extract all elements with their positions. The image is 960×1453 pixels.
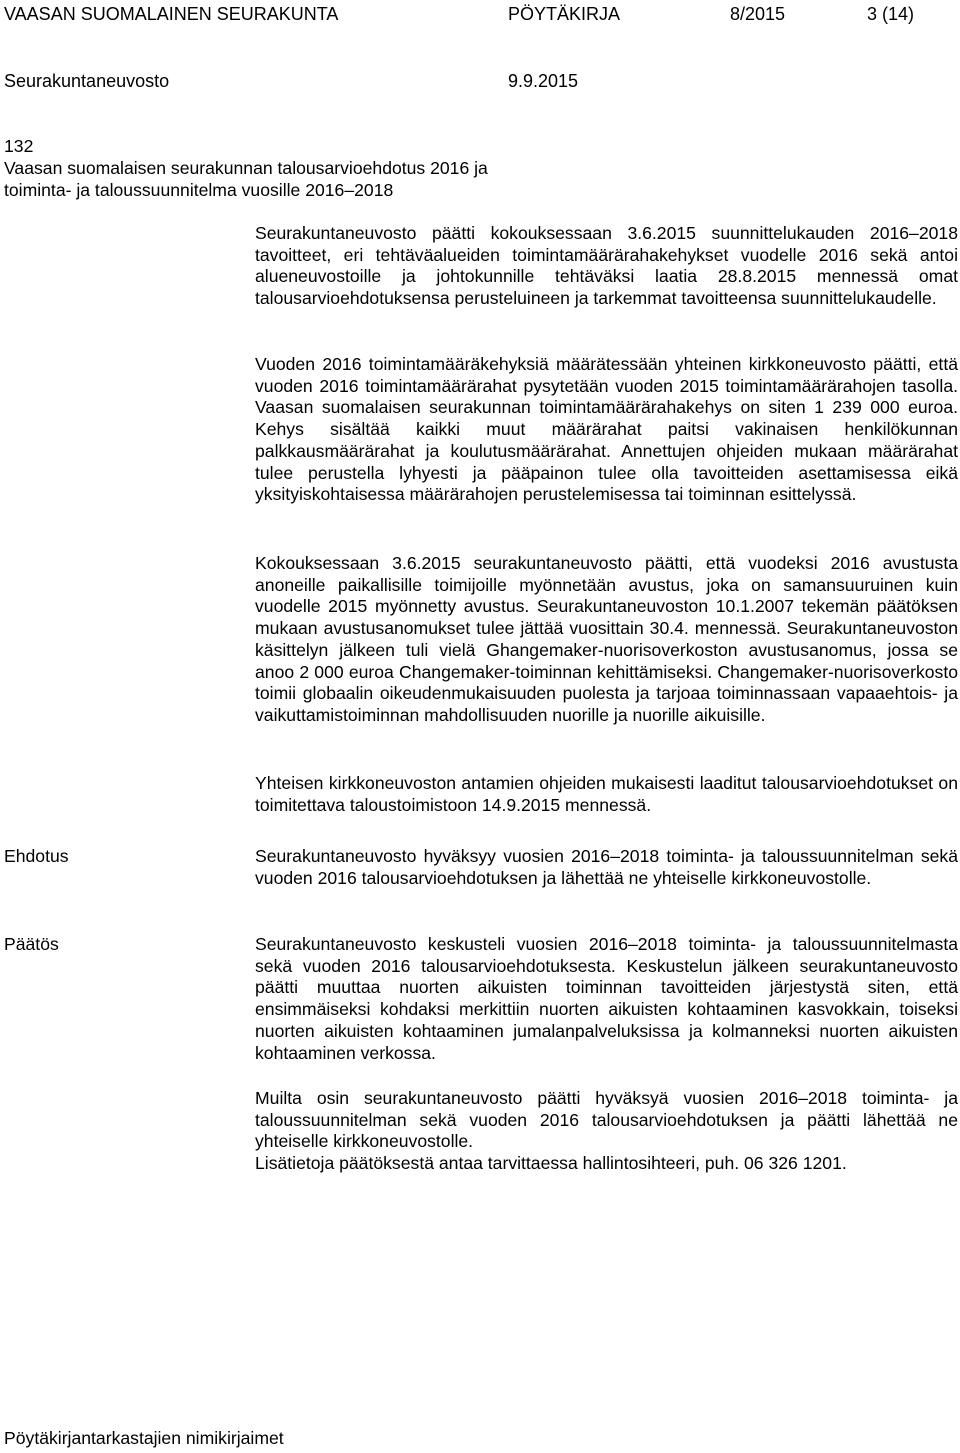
- paragraph-deadline: Yhteisen kirkkoneuvoston antamien ohjeiden mukaisesti laaditut talousarvioehdotukset on toimitettava taloustoimistoon 14.9.2015 mennessä.: [255, 773, 958, 815]
- section-number: 132: [4, 136, 34, 156]
- section-title-line-1: Vaasan suomalaisen seurakunnan talousarvioehdotus 2016 ja: [4, 158, 488, 178]
- page-number: 3 (14): [867, 4, 915, 24]
- document-type: PÖYTÄKIRJA: [508, 4, 621, 24]
- section-title-line-2: toiminta- ja taloussuunnitelma vuosille 2016–2018: [4, 180, 394, 200]
- meeting-body: Seurakuntaneuvosto: [4, 71, 170, 91]
- footer-initials-label: Pöytäkirjantarkastajien nimikirjaimet: [4, 1428, 284, 1448]
- meeting-date: 9.9.2015: [508, 71, 579, 91]
- section-heading: [4, 135, 488, 201]
- meeting-number: 8/2015: [730, 4, 786, 24]
- paragraph-background: Seurakuntaneuvosto päätti kokouksessaan 3.6.2015 suunnittelukauden 2016–2018 tavoitteet, eri tehtäväalueiden toimintamäärärahakehykset vuodelle 2016 sekä antoi alueneuvostoille ja johtokunnille tehtäväksi laatia 28.8.2015 mennessä omat talousarvioehdotuksensa perusteluineen ja tarkemmat tavoitteensa suunnittelukaudelle.: [255, 223, 958, 309]
- contact-info: Lisätietoja päätöksestä antaa tarvittaessa hallintosihteeri, puh. 06 326 1201.: [255, 1153, 847, 1173]
- decision-text-continued: Muilta osin seurakuntaneuvosto päätti hyväksyä vuosien 2016–2018 toiminta- ja taloussuunnitelman sekä vuoden 2016 talousarvioehdotuksen ja päätti lähettää ne yhteiselle kirkkoneuvostolle.: [255, 1088, 958, 1152]
- paragraph-grants: Kokouksessaan 3.6.2015 seurakuntaneuvosto päätti, että vuodeksi 2016 avustusta anoneille paikallisille toimijoille myönnetään avustus, joka on samansuuruinen kuin vuodelle 2015 myönnetty avustus. Seurakuntaneuvoston 10.1.2007 tekemän päätöksen mukaan avustusanomukset tulee jättää vuosittain 30.4. mennessä. Seurakuntaneuvoston käsittelyn jälkeen tuli vielä Ghangemaker-nuorisoverkoston avustusanomus, jossa se anoo 2 000 euroa Changemaker-toiminnan kehittämiseksi. Changemaker-nuorisoverkosto toimii globaalin oikeudenmukaisuuden puolesta ja tarjoaa toiminnassaan vapaaehtois- ja vaikuttamistoiminnan mahdollisuuden nuorille ja nuorille aikuisille.: [255, 553, 958, 725]
- paragraph-budget-frame: Vuoden 2016 toimintamääräkehyksiä määrätessään yhteinen kirkkoneuvosto päätti, että vuoden 2016 toimintamäärärahat pysytetään vuoden 2015 toimintamäärärahojen tasolla. Vaasan suomalaisen seurakunnan toimintamäärärahakehys on siten 1 239 000 euroa. Kehys sisältää kaikki muut määrärahat paitsi vakinaisen henkilökunnan palkkausmäärärahat ja koulutusmäärärahat. Annettujen ohjeiden mukaan määrärahat tulee perustella lyhyesti ja pääpainon tulee olla tavoitteiden asettamisessa eikä yksityiskohtaisessa määrärahojen perustelemisessa tai toiminnan esittelyssä.: [255, 354, 958, 505]
- decision-label: Päätös: [4, 934, 59, 954]
- decision-text: Seurakuntaneuvosto keskusteli vuosien 2016–2018 toiminta- ja taloussuunnitelmasta sekä vuoden 2016 talousarvioehdotuksesta. Keskustelun jälkeen seurakuntaneuvosto päätti muuttaa nuorten aikuisten toiminnan tavoitteiden järjestystä siten, että ensimmäiseksi kohdaksi merkittiin nuorten aikuisten kohtaaminen kasvokkain, toiseksi nuorten aikuisten kohtaaminen jumalanpalveluksissa ja kolmanneksi nuorten aikuisten kohtaaminen verkossa.: [255, 934, 958, 1063]
- proposal-label: Ehdotus: [4, 846, 69, 866]
- proposal-text: Seurakuntaneuvosto hyväksyy vuosien 2016–2018 toiminta- ja taloussuunnitelman sekä vuoden 2016 talousarvioehdotuksen ja lähettää ne yhteiselle kirkkoneuvostolle.: [255, 846, 958, 888]
- organization-name: VAASAN SUOMALAINEN SEURAKUNTA: [4, 4, 339, 24]
